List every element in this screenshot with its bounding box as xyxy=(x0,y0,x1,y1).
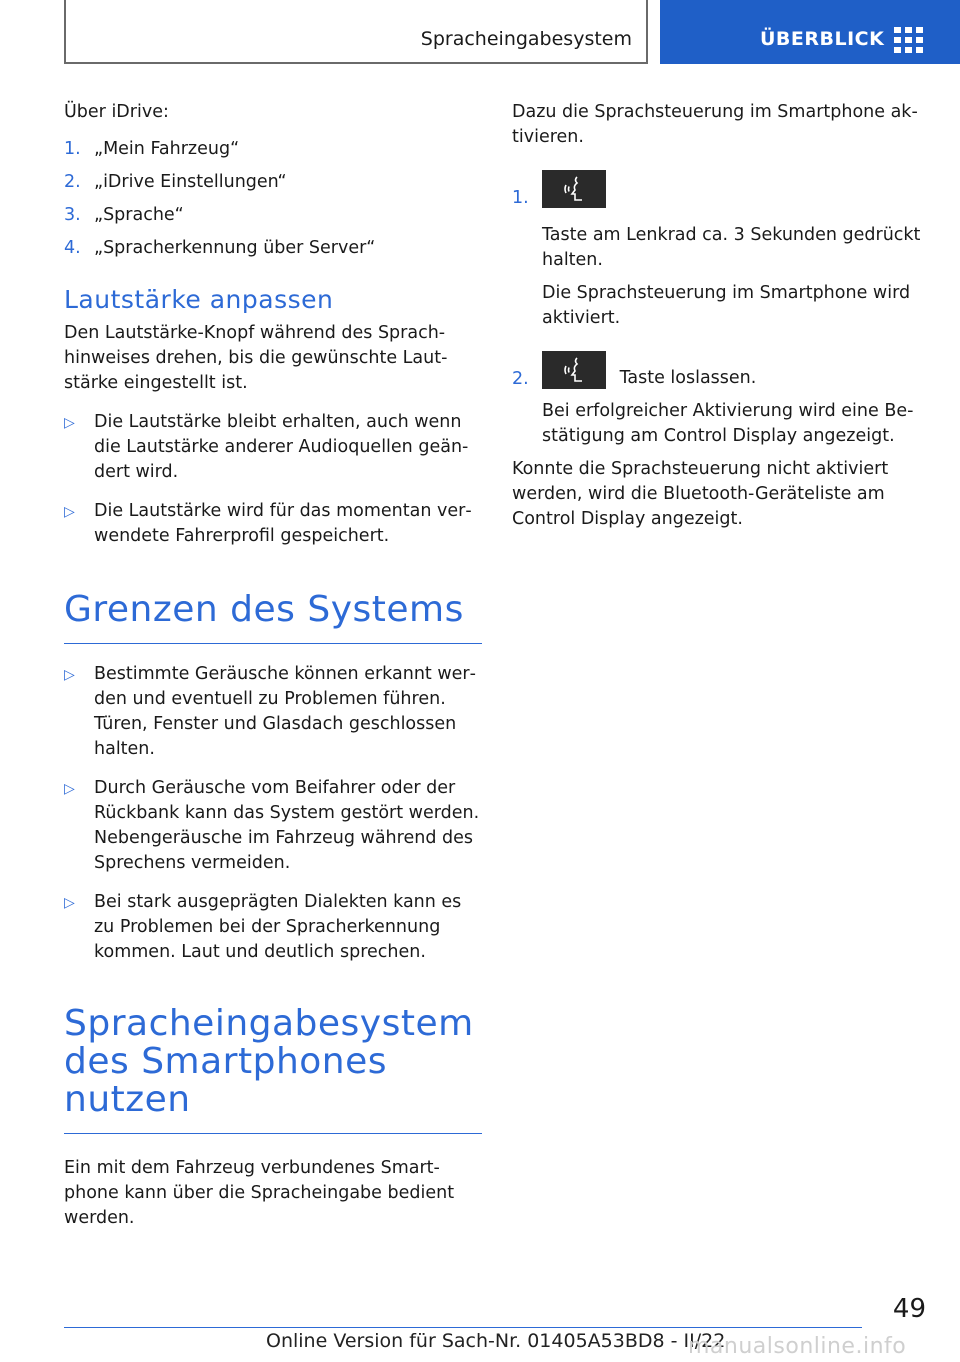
header-section-box xyxy=(64,0,648,64)
triangle-bullet-icon: ▷ xyxy=(64,895,75,911)
right-column xyxy=(512,100,932,532)
voice-key-icon xyxy=(542,351,606,389)
list-item xyxy=(64,499,482,549)
step-number: 2. xyxy=(64,172,81,192)
header-overview-tab[interactable] xyxy=(660,0,960,64)
bullet-text: Die Lautstärke bleibt erhalten, auch wenn die Lautstärke anderer Audioquellen geändert wird. xyxy=(94,412,469,482)
left-column xyxy=(64,100,482,1231)
step-number: 2. xyxy=(512,369,529,389)
list-item xyxy=(64,236,482,261)
footer-text: Online Version für Sach-Nr. 01405A53BD8 - II/22 xyxy=(266,1330,726,1352)
list-item xyxy=(64,662,482,762)
step-number: 1. xyxy=(512,188,529,208)
step-text: „Spracherkennung über Server“ xyxy=(94,238,376,258)
step-text: Taste loslassen. xyxy=(619,368,757,388)
bullet-text: Bestimmte Geräusche können erkannt werden und eventuell zu Problemen führen. Türen, Fenster und Glasdach geschlossen halten. xyxy=(94,664,476,759)
triangle-bullet-icon: ▷ xyxy=(64,504,75,520)
triangle-bullet-icon: ▷ xyxy=(64,667,75,683)
list-item xyxy=(64,203,482,228)
list-item xyxy=(64,137,482,162)
step-sub-text: Bei erfolgreicher Aktivierung wird eine Bestätigung am Control Display angezeigt. xyxy=(542,401,914,446)
volume-heading: Lautstärke anpassen xyxy=(64,285,334,314)
step-text: Taste am Lenkrad ca. 3 Sekunden gedrückt halten. xyxy=(542,225,921,270)
idrive-steps xyxy=(64,137,482,261)
list-item xyxy=(512,351,932,449)
voice-key-icon xyxy=(542,170,606,208)
idrive-intro: Über iDrive: xyxy=(64,102,169,122)
header-section-title: Spracheingabesystem xyxy=(420,28,632,50)
list-item xyxy=(64,890,482,965)
list-item xyxy=(64,776,482,876)
step-number: 4. xyxy=(64,238,81,258)
triangle-bullet-icon: ▷ xyxy=(64,781,75,797)
smartphone-intro: Dazu die Sprachsteuerung im Smartphone aktivieren. xyxy=(512,102,918,147)
bullet-text: Durch Geräusche vom Beifahrer oder der Rückbank kann das System gestört werden. Nebengeräusche im Fahrzeug während des Sprechens vermeiden. xyxy=(94,778,480,873)
list-item xyxy=(512,170,932,331)
bullet-text: Die Lautstärke wird für das momentan verwendete Fahrerprofil gespeichert. xyxy=(94,501,472,546)
step-number: 3. xyxy=(64,205,81,225)
header-overview-label: ÜBERBLICK xyxy=(760,28,885,50)
smartphone-heading: Spracheingabesystem des Smartphones nutzen xyxy=(64,1005,482,1134)
grid-icon xyxy=(894,27,922,53)
footer-divider xyxy=(64,1327,862,1328)
page-number: 49 xyxy=(892,1294,926,1324)
list-item xyxy=(64,410,482,485)
step-number: 1. xyxy=(64,139,81,159)
list-item xyxy=(64,170,482,195)
bullet-text: Bei stark ausgeprägten Dialekten kann es zu Problemen bei der Spracherkennung kommen. Laut und deutlich sprechen. xyxy=(94,892,462,962)
fallback-text: Konnte die Sprachsteuerung nicht aktiviert werden, wird die Bluetooth-Geräteliste am Control Display angezeigt. xyxy=(512,459,889,529)
triangle-bullet-icon: ▷ xyxy=(64,415,75,431)
step-text: „Mein Fahrzeug“ xyxy=(94,139,240,159)
step-text: „iDrive Einstellungen“ xyxy=(94,172,287,192)
limits-heading: Grenzen des Systems xyxy=(64,591,482,644)
volume-text: Den Lautstärke-Knopf während des Sprachhinweises drehen, bis die gewünschte Lautstärke eingestellt ist. xyxy=(64,323,448,393)
smartphone-text: Ein mit dem Fahrzeug verbundenes Smartphone kann über die Spracheingabe bedient werden. xyxy=(64,1158,455,1228)
step-text: „Sprache“ xyxy=(94,205,184,225)
step-sub-text: Die Sprachsteuerung im Smartphone wird aktiviert. xyxy=(542,283,911,328)
watermark: manualsonline.info xyxy=(688,1334,907,1359)
